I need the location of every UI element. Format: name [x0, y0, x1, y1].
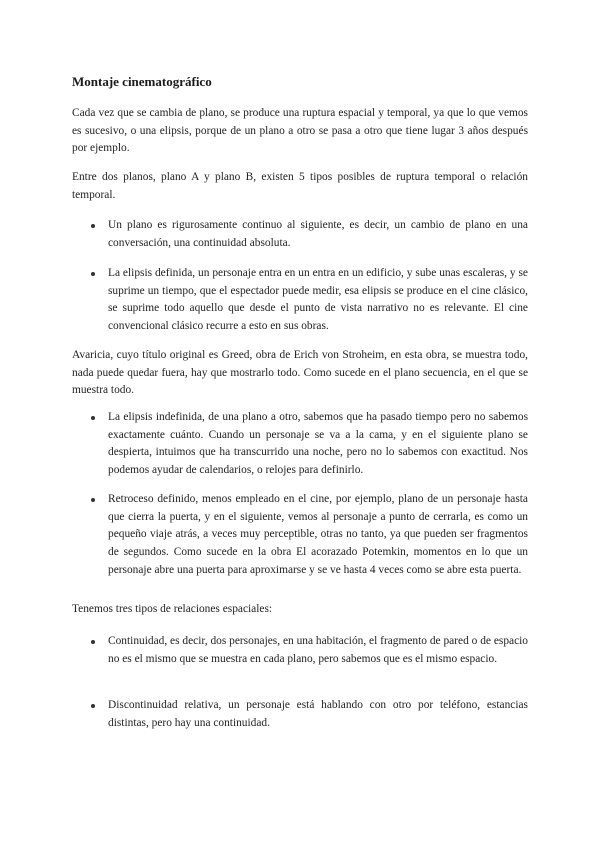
spatial-intro-paragraph: Tenemos tres tipos de relaciones espaciales: — [72, 603, 273, 615]
list-item-text: La elipsis definida, un personaje entra en un entra en un edificio, y sube unas escaleras, y se suprime un tiempo, que el espectador puede medir, esa elipsis se produce en el cine clásico, se suprime todo aquello que desde el punto de vista narrativo no es relevante. El cine convencional clásico recurre a esto en sus obras. — [108, 267, 528, 333]
list-item — [72, 697, 528, 732]
bullet-icon — [91, 704, 95, 708]
bullet-icon — [91, 416, 95, 420]
list-item — [72, 633, 528, 668]
bullet-icon — [91, 224, 95, 228]
bullet-icon — [91, 498, 95, 502]
list-item-text: Retroceso definido, menos empleado en el cine, por ejemplo, plano de un personaje hasta que cierra la puerta, y en el siguiente, vemos al personaje a punto de cerrarla, es como un pequeño viaje atrás, a veces muy perceptible, otras no tanto, ya que pueden ser fragmentos de segundos. Como sucede en la obra El acorazado Potemkin, momentos en lo que un personaje abre una puerta para aproximarse y se ve hasta 4 veces como se abre esta puerta. — [108, 493, 528, 576]
avaricia-paragraph: Avaricia, cuyo título original es Greed, obra de Erich von Stroheim, en esta obra, se muestra todo, nada puede quedar fuera, hay que mostrarlo todo. Como sucede en el plano secuencia, en el que se muestra todo. — [72, 349, 528, 397]
list-item — [72, 491, 528, 580]
intro-paragraph: Cada vez que se cambia de plano, se produce una ruptura espacial y temporal, ya que lo que vemos es sucesivo, o una elipsis, porque de un plano a otro se pasa a otro que tiene lugar 3 años después por ejemplo. — [72, 107, 528, 155]
list-item-text: Un plano es rigurosamente continuo al siguiente, es decir, un cambio de plano en una conversación, una continuidad absoluta. — [108, 219, 528, 249]
list-item-text: Discontinuidad relativa, un personaje está hablando con otro por teléfono, estancias distintas, pero hay una continuidad. — [108, 699, 528, 729]
temporal-intro-paragraph: Entre dos planos, plano A y plano B, existen 5 tipos posibles de ruptura temporal o relación temporal. — [72, 171, 528, 201]
document-title: Montaje cinematográfico — [72, 74, 212, 89]
list-item — [72, 217, 528, 252]
list-item-text: La elipsis indefinida, de una plano a otro, sabemos que ha pasado tiempo pero no sabemos exactamente cuánto. Cuando un personaje se va a la cama, y en el siguiente plano se despierta, intuimos que ha transcurrido una noche, pero no lo sabemos con exactitud. Nos podemos ayudar de calendarios, o relojes para definirlo. — [108, 411, 528, 477]
list-item-text: Continuidad, es decir, dos personajes, en una habitación, el fragmento de pared o de espacio no es el mismo que se muestra en cada plano, pero sabemos que es el mismo espacio. — [108, 635, 528, 665]
list-item — [72, 409, 528, 480]
list-item — [72, 265, 528, 336]
bullet-icon — [91, 272, 95, 276]
bullet-icon — [91, 640, 95, 644]
